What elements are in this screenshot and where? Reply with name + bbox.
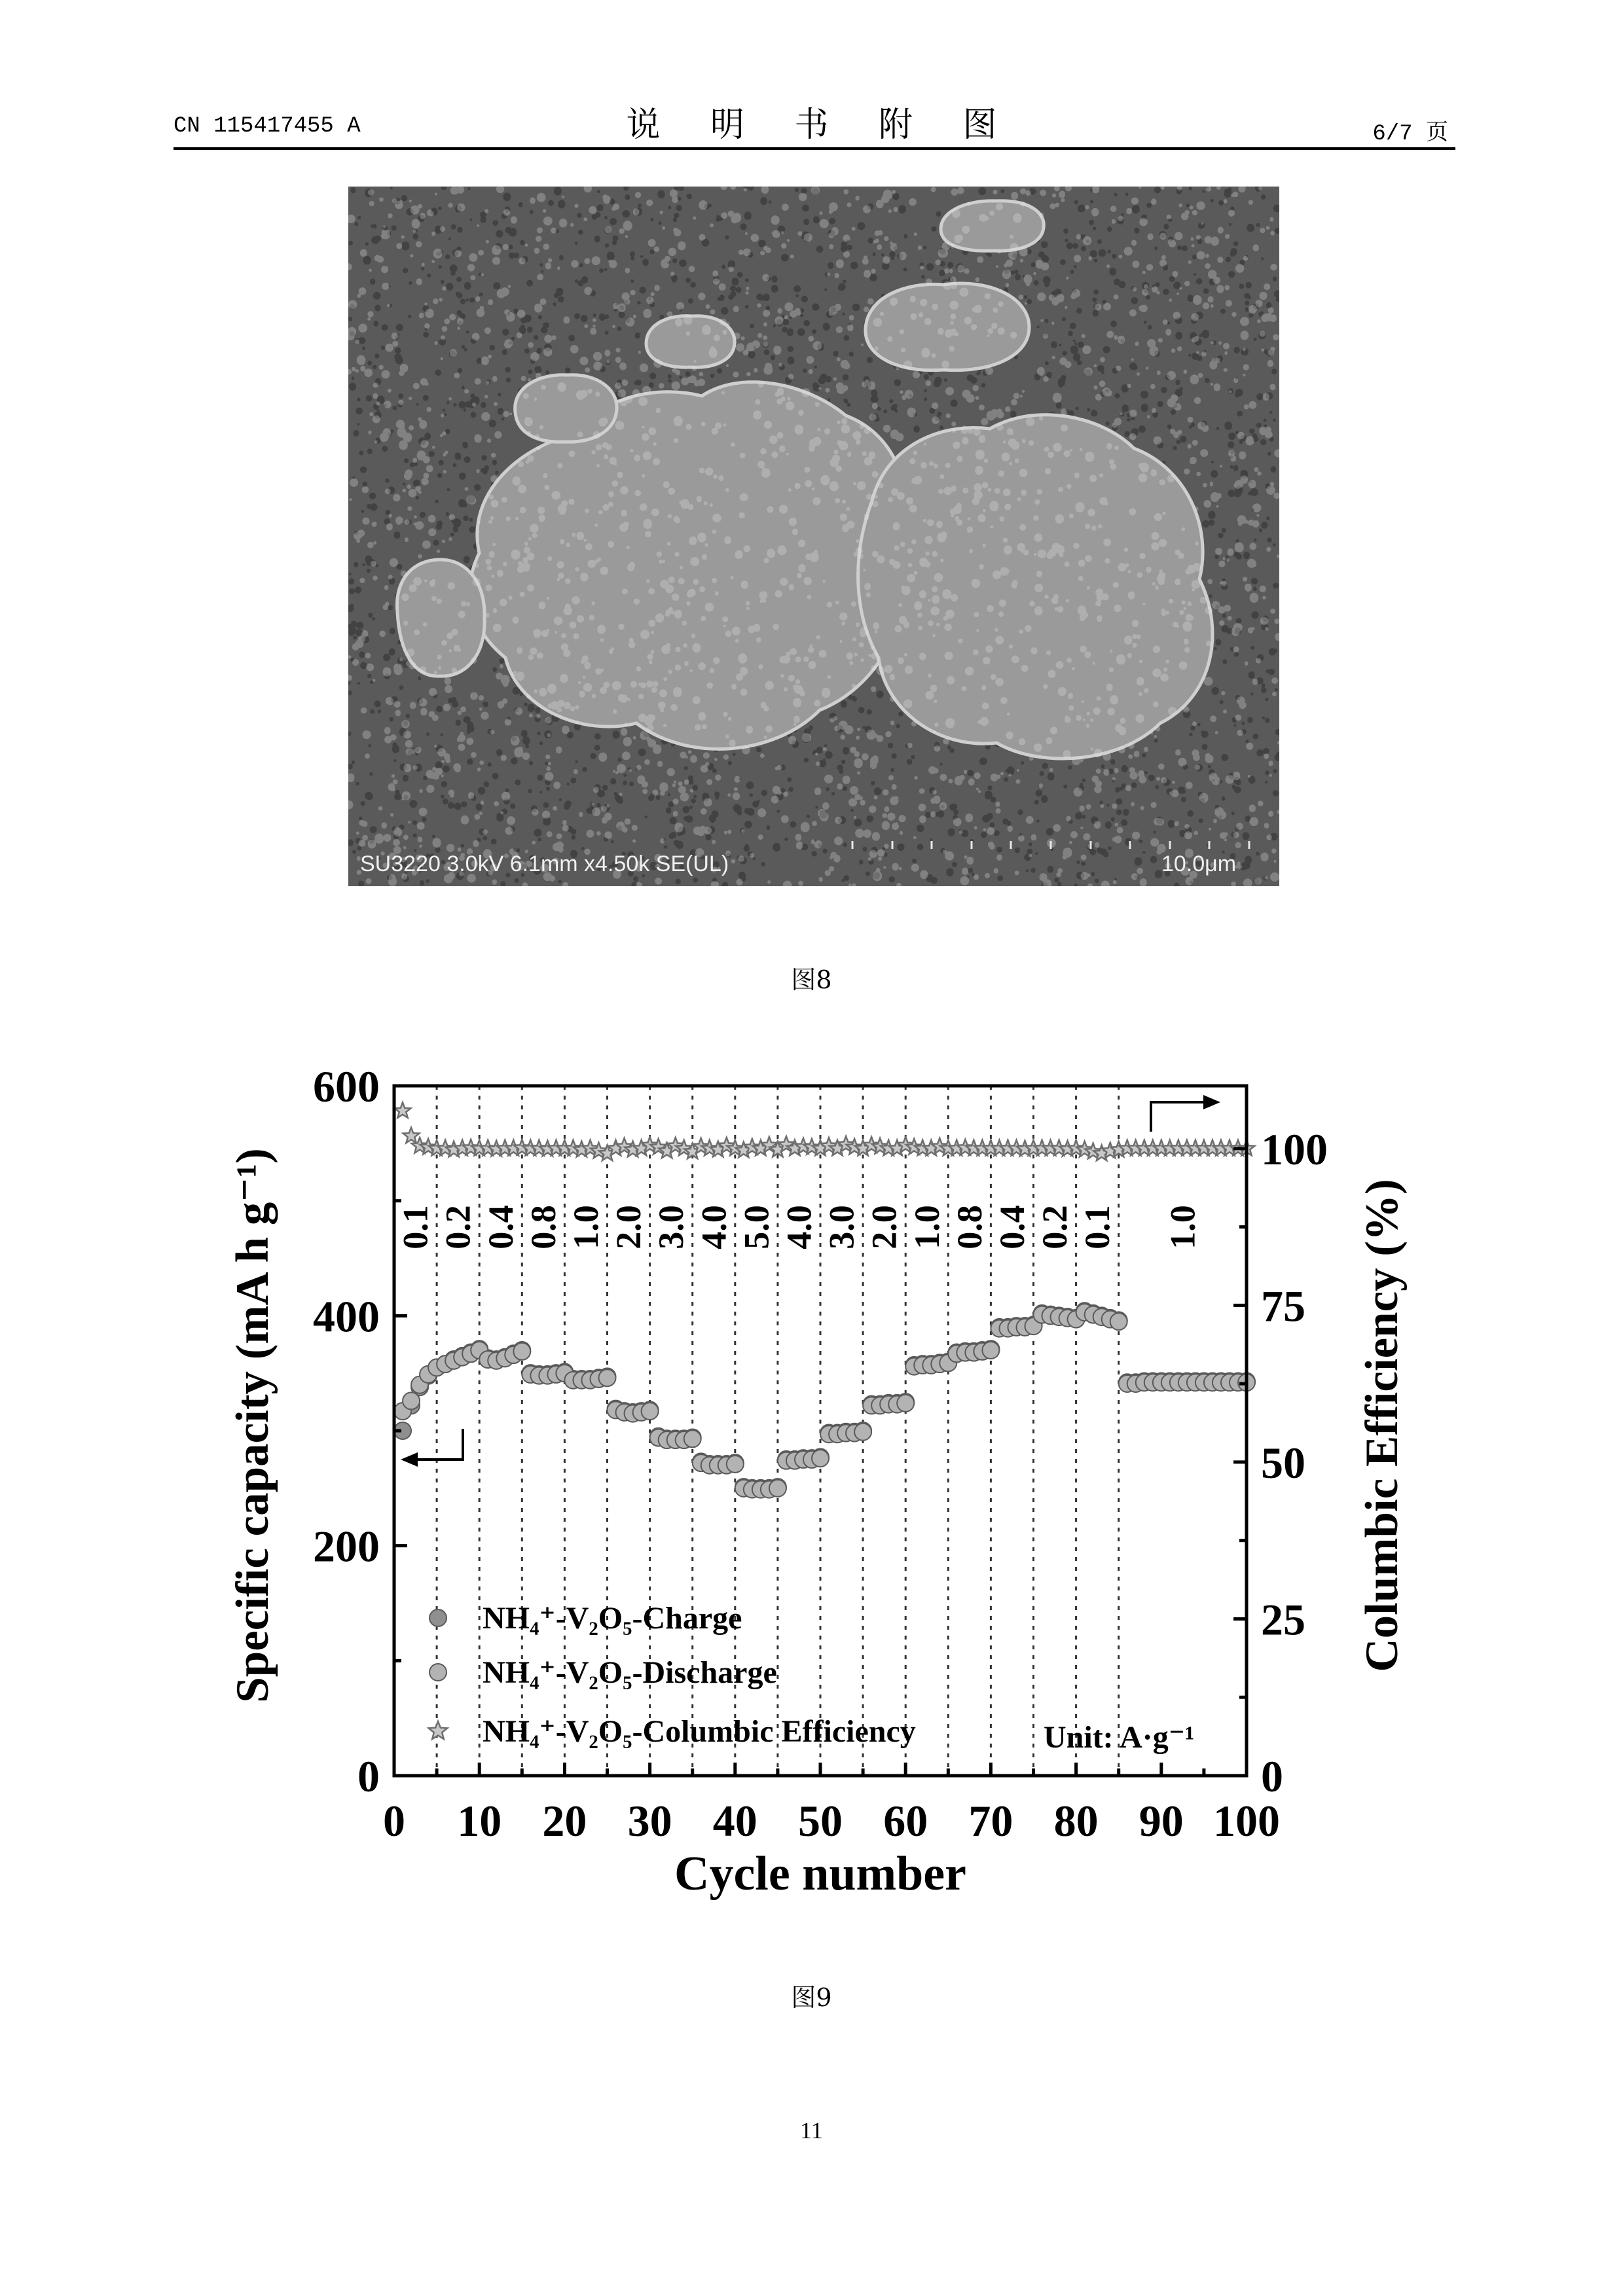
discharge-capacity-point bbox=[684, 1430, 701, 1447]
unit-note: Unit: A·g⁻¹ bbox=[1044, 1720, 1195, 1755]
rate-label: 1.0 bbox=[566, 1205, 606, 1249]
discharge-capacity-point bbox=[642, 1403, 659, 1420]
figure-8-caption: 图8 bbox=[791, 965, 832, 994]
rate-label: 3.0 bbox=[651, 1205, 691, 1249]
discharge-capacity-point bbox=[403, 1392, 420, 1409]
sem-acquisition-info: SU3220 3.0kV 6.1mm x4.50k SE(UL) bbox=[360, 852, 729, 876]
y2-tick-label: 75 bbox=[1261, 1281, 1305, 1331]
discharge-capacity-point bbox=[897, 1395, 914, 1412]
legend-marker-discharge bbox=[429, 1664, 447, 1681]
page-counter: 6/7 页 bbox=[1372, 122, 1448, 147]
patent-number: CN 115417455 A bbox=[173, 114, 361, 139]
rate-label: 0.1 bbox=[395, 1205, 435, 1249]
particle-cluster bbox=[941, 201, 1044, 251]
y2-tick-label: 50 bbox=[1261, 1437, 1305, 1488]
discharge-capacity-point bbox=[599, 1369, 616, 1386]
legend-marker-charge bbox=[429, 1609, 447, 1626]
rate-label: 4.0 bbox=[694, 1205, 734, 1249]
discharge-capacity-point bbox=[769, 1480, 786, 1497]
rate-label: 5.0 bbox=[737, 1205, 776, 1249]
legend bbox=[429, 1601, 916, 1749]
rate-performance-chart bbox=[0, 1047, 1623, 1931]
x-tick-label: 100 bbox=[1213, 1796, 1280, 1846]
page-number: 11 bbox=[800, 2117, 823, 2144]
right-axis-arrow bbox=[1151, 1102, 1206, 1132]
legend-label-efficiency: NH₄⁺-V₂O₅-Columbic Efficiency bbox=[483, 1714, 916, 1749]
right-axis-arrowhead bbox=[1203, 1095, 1220, 1109]
y2-tick-label: 0 bbox=[1261, 1751, 1283, 1801]
rate-label: 0.2 bbox=[1035, 1205, 1075, 1249]
rate-label: 2.0 bbox=[609, 1205, 649, 1249]
rate-label: 2.0 bbox=[864, 1205, 904, 1249]
discharge-capacity-point bbox=[513, 1343, 530, 1360]
y-tick-label: 0 bbox=[357, 1751, 380, 1801]
x-tick-label: 70 bbox=[968, 1796, 1013, 1846]
rate-label: 0.4 bbox=[481, 1205, 520, 1249]
y-tick-label: 400 bbox=[313, 1291, 380, 1342]
efficiency-point bbox=[395, 1102, 411, 1118]
y-tick-label: 200 bbox=[313, 1521, 380, 1571]
x-tick-label: 20 bbox=[542, 1796, 587, 1846]
legend-marker-efficiency bbox=[429, 1721, 448, 1739]
rate-label: 0.4 bbox=[992, 1205, 1032, 1249]
discharge-capacity-point bbox=[1110, 1313, 1127, 1330]
legend-label-discharge: NH₄⁺-V₂O₅-Discharge bbox=[483, 1655, 777, 1690]
rate-labels bbox=[396, 1205, 1203, 1249]
x-tick-label: 80 bbox=[1053, 1796, 1099, 1846]
discharge-capacity-point bbox=[854, 1424, 871, 1441]
legend-label-charge: NH₄⁺-V₂O₅-Charge bbox=[483, 1601, 742, 1636]
left-axis-arrowhead bbox=[401, 1452, 418, 1467]
x-tick-label: 10 bbox=[457, 1796, 502, 1846]
data-series bbox=[394, 1102, 1255, 1498]
scale-bar-label: 10.0μm bbox=[1161, 852, 1237, 876]
rate-label: 0.2 bbox=[438, 1205, 478, 1249]
y-axis-label: Specific capacity (mA h g⁻¹) bbox=[227, 1148, 278, 1703]
discharge-capacity-point bbox=[812, 1450, 829, 1467]
rate-label: 1.0 bbox=[1163, 1205, 1203, 1249]
discharge-capacity-point bbox=[727, 1456, 744, 1473]
x-tick-label: 30 bbox=[627, 1796, 672, 1846]
efficiency-point bbox=[403, 1128, 420, 1143]
x-tick-label: 0 bbox=[383, 1796, 405, 1846]
left-axis-arrow bbox=[414, 1429, 463, 1460]
rate-label: 1.0 bbox=[907, 1205, 947, 1249]
y2-tick-label: 100 bbox=[1261, 1124, 1328, 1174]
x-tick-label: 50 bbox=[798, 1796, 843, 1846]
rate-label: 3.0 bbox=[822, 1205, 862, 1249]
x-tick-label: 90 bbox=[1139, 1796, 1184, 1846]
x-tick-label: 60 bbox=[883, 1796, 928, 1846]
rate-label: 0.1 bbox=[1078, 1205, 1118, 1249]
rate-label: 4.0 bbox=[779, 1205, 819, 1249]
particle-cluster bbox=[866, 283, 1029, 370]
y2-axis-label: Columbic Efficiency (%) bbox=[1357, 1179, 1408, 1672]
y2-tick-label: 25 bbox=[1261, 1594, 1305, 1645]
rate-label: 0.8 bbox=[949, 1205, 989, 1249]
x-tick-label: 40 bbox=[712, 1796, 757, 1846]
x-axis-label: Cycle number bbox=[674, 1847, 966, 1901]
page-title: 说 明 书 附 图 bbox=[626, 105, 1017, 145]
discharge-capacity-point bbox=[982, 1342, 999, 1359]
figure-9-caption: 图9 bbox=[791, 1983, 832, 2012]
header-rule bbox=[173, 147, 1455, 150]
sem-micrograph bbox=[348, 187, 1279, 886]
rate-label: 0.8 bbox=[523, 1205, 563, 1249]
y-tick-label: 600 bbox=[313, 1062, 380, 1111]
